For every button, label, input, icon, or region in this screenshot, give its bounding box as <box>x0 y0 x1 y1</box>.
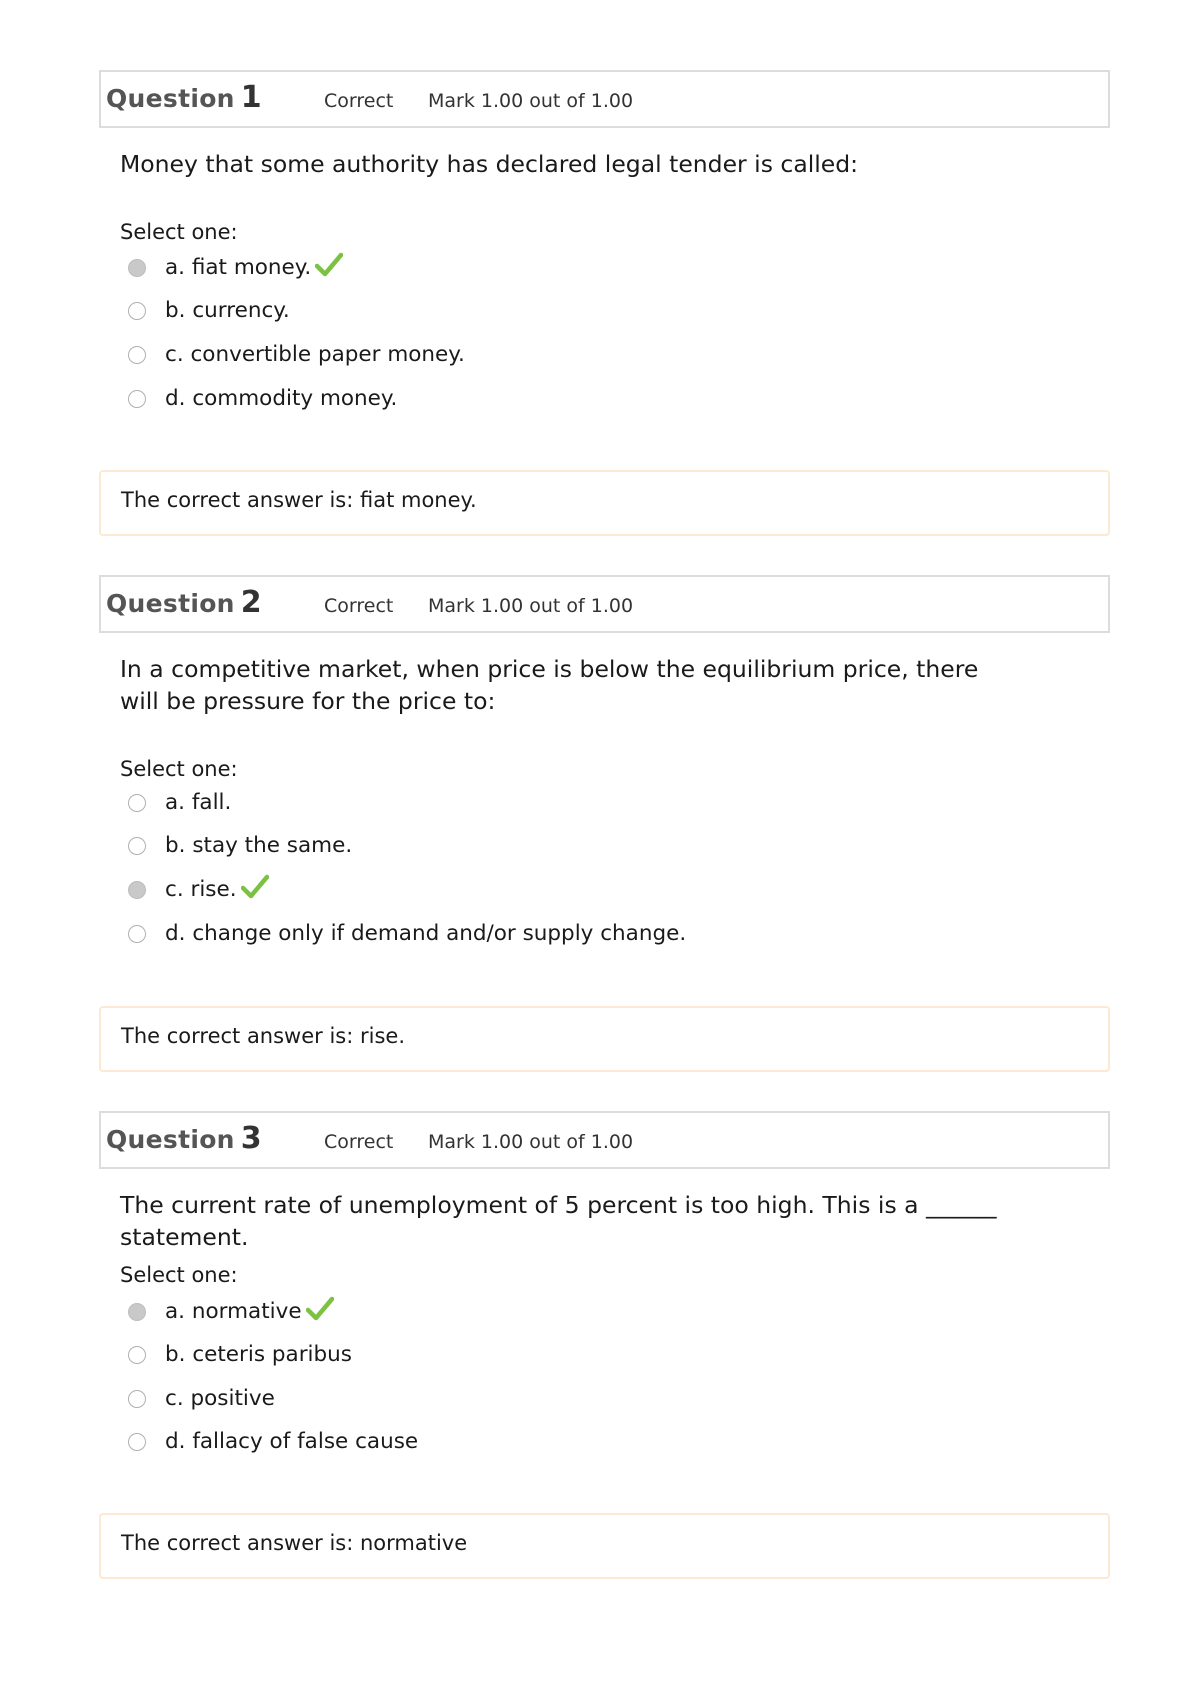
checkmark-icon <box>241 874 269 900</box>
correct-answer-text: The correct answer is: normative <box>121 1531 468 1555</box>
radio-button[interactable] <box>128 881 146 899</box>
radio-button[interactable] <box>128 302 146 320</box>
radio-button[interactable] <box>128 1303 146 1321</box>
answer-label: b. stay the same. <box>165 833 353 858</box>
answer-label: d. change only if demand and/or supply change. <box>165 921 687 946</box>
question-number: 1 <box>240 80 262 115</box>
radio-button[interactable] <box>128 346 146 364</box>
answer-label: a. fiat money. <box>165 255 312 280</box>
select-prompt: Select one: <box>120 757 238 781</box>
radio-button[interactable] <box>128 1346 146 1364</box>
radio-button[interactable] <box>128 925 146 943</box>
checkmark-icon <box>306 1296 334 1322</box>
question-text: In a competitive market, when price is below the equilibrium price, there will be pressure for the price to: <box>120 655 979 715</box>
question-state: Correct <box>324 1131 394 1153</box>
question-3 <box>0 1041 1200 1561</box>
question-grade: Mark 1.00 out of 1.00 <box>428 1131 634 1153</box>
question-1 <box>0 0 1200 520</box>
question-number: 2 <box>240 585 262 620</box>
question-2 <box>0 505 1200 1048</box>
correct-answer-text: The correct answer is: fiat money. <box>121 488 477 512</box>
select-prompt: Select one: <box>120 1263 238 1287</box>
radio-button[interactable] <box>128 1433 146 1451</box>
answer-label: b. currency. <box>165 298 290 323</box>
question-state: Correct <box>324 90 394 112</box>
question-text: The current rate of unemployment of 5 percent is too high. This is a ______ statement. <box>120 1191 997 1251</box>
question-number: 3 <box>240 1121 262 1156</box>
feedback-box <box>99 1513 1110 1579</box>
question-state: Correct <box>324 595 394 617</box>
radio-button[interactable] <box>128 794 146 812</box>
answer-label: d. fallacy of false cause <box>165 1429 419 1454</box>
answer-label: a. fall. <box>165 790 232 815</box>
answer-label: a. normative <box>165 1299 302 1324</box>
question-label: Question 3 <box>106 1121 262 1156</box>
radio-button[interactable] <box>128 259 146 277</box>
answer-label: c. convertible paper money. <box>165 342 465 367</box>
question-grade: Mark 1.00 out of 1.00 <box>428 595 634 617</box>
question-label: Question 1 <box>106 80 262 115</box>
checkmark-icon <box>315 252 343 278</box>
answer-label: c. positive <box>165 1386 275 1411</box>
question-text: Money that some authority has declared legal tender is called: <box>120 150 859 178</box>
answer-label: c. rise. <box>165 877 237 902</box>
radio-button[interactable] <box>128 837 146 855</box>
radio-button[interactable] <box>128 390 146 408</box>
answer-label: d. commodity money. <box>165 386 398 411</box>
correct-answer-text: The correct answer is: rise. <box>121 1024 405 1048</box>
select-prompt: Select one: <box>120 220 238 244</box>
radio-button[interactable] <box>128 1390 146 1408</box>
question-label: Question 2 <box>106 585 262 620</box>
answer-label: b. ceteris paribus <box>165 1342 352 1367</box>
question-grade: Mark 1.00 out of 1.00 <box>428 90 634 112</box>
